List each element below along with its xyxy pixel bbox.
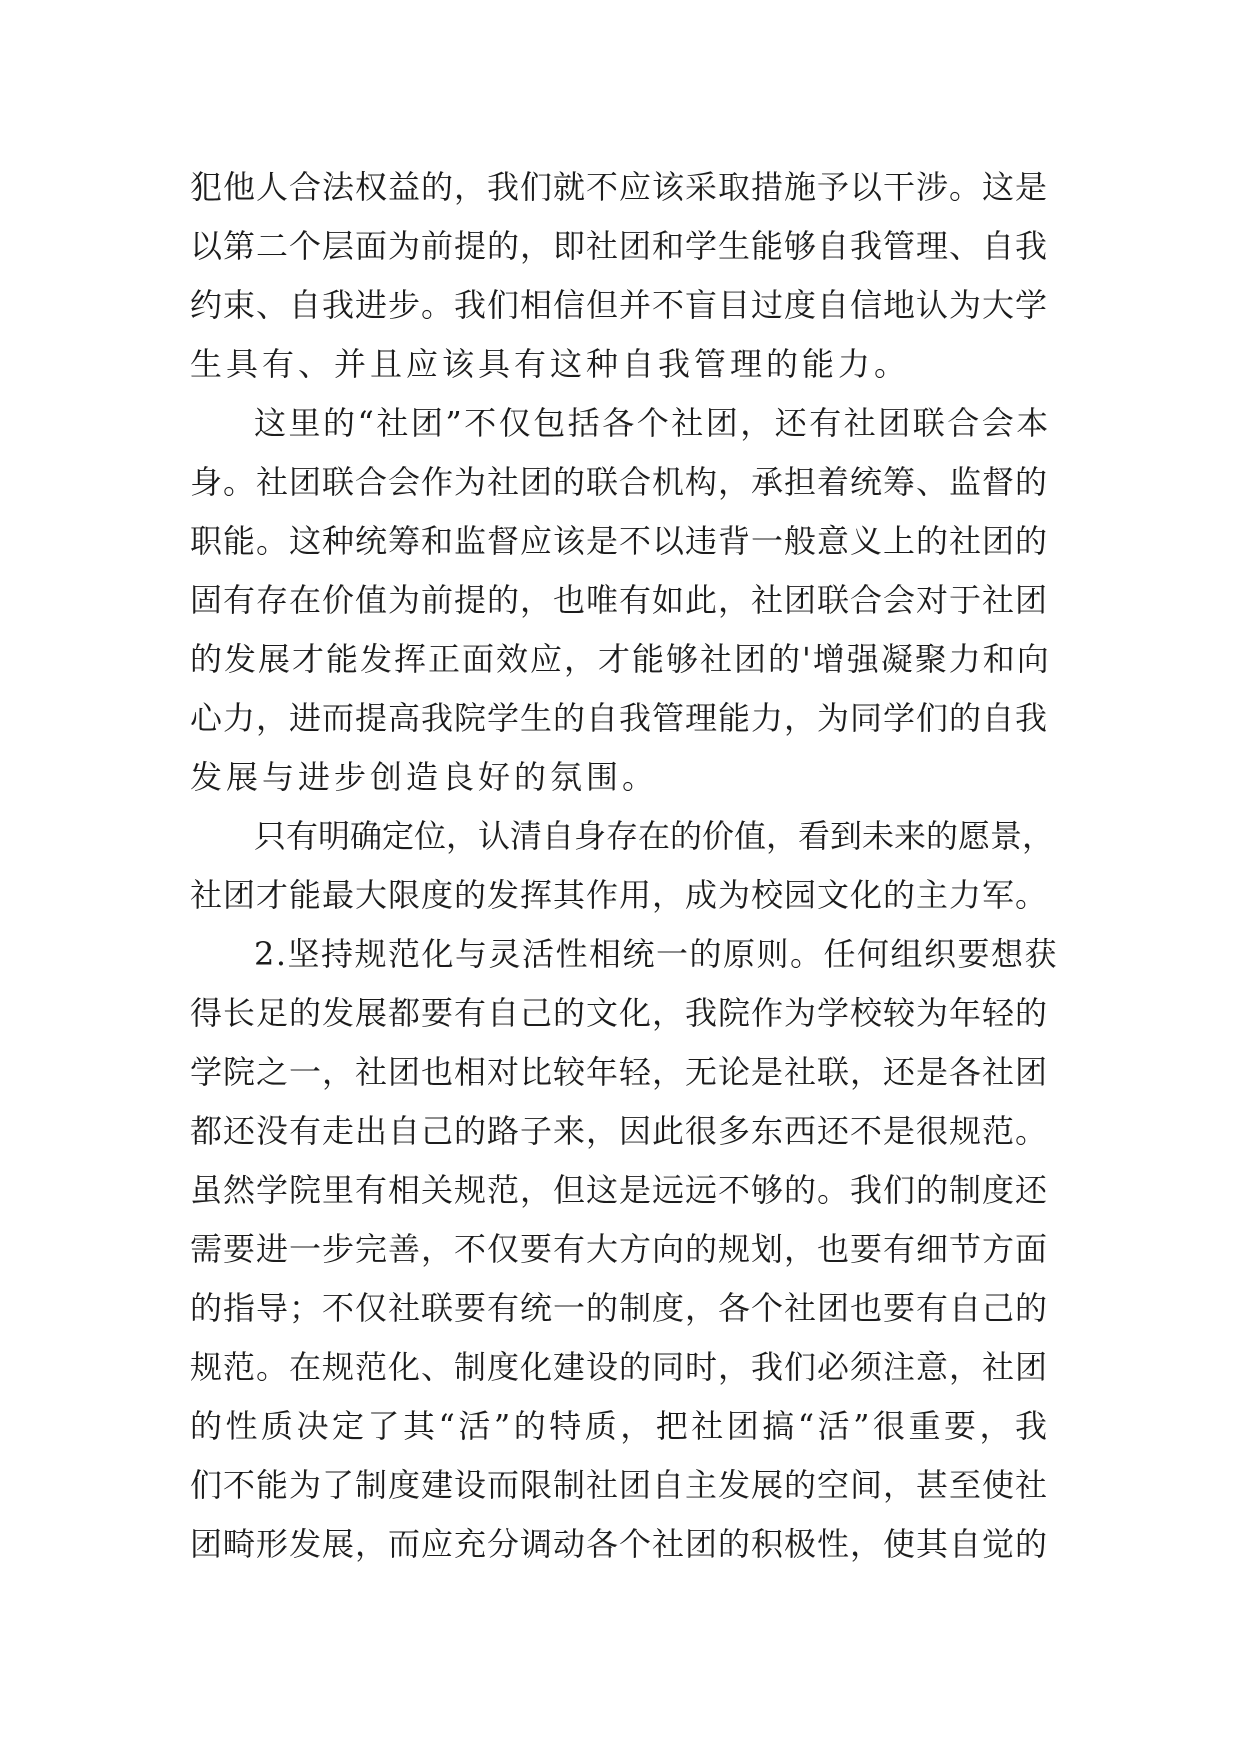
text-line: 2.坚持规范化与灵活性相统一的原则。任何组织要想获 xyxy=(254,935,1059,973)
text-line: 以第二个层面为前提的，即社团和学生能够自我管理、自我 xyxy=(190,227,1049,265)
text-line: 都还没有走出自己的路子来，因此很多东西还不是很规范。 xyxy=(190,1112,1049,1150)
text-line: 固有存在价值为前提的，也唯有如此，社团联合会对于社团 xyxy=(190,581,1049,619)
body-text xyxy=(190,158,1060,1574)
text-line: 社团才能最大限度的发挥其作用，成为校园文化的主力军。 xyxy=(190,876,1049,914)
text-line: 只有明确定位，认清自身存在的价值，看到未来的愿景， xyxy=(254,817,1055,855)
text-line: 犯他人合法权益的，我们就不应该采取措施予以干涉。这是 xyxy=(190,168,1049,206)
text-line: 的发展才能发挥正面效应，才能够社团的'增强凝聚力和向 xyxy=(190,640,1051,678)
text-line: 这里的“社团”不仅包括各个社团，还有社团联合会本 xyxy=(254,404,1051,442)
text-line: 发展与进步创造良好的氛围。 xyxy=(190,758,659,796)
text-line: 心力，进而提高我院学生的自我管理能力，为同学们的自我 xyxy=(190,699,1049,737)
text-line: 学院之一，社团也相对比较年轻，无论是社联，还是各社团 xyxy=(190,1053,1049,1091)
text-line: 职能。这种统筹和监督应该是不以违背一般意义上的社团的 xyxy=(190,522,1049,560)
text-line: 的性质决定了其“活”的特质，把社团搞“活”很重要，我 xyxy=(190,1407,1051,1445)
text-line: 们不能为了制度建设而限制社团自主发展的空间，甚至使社 xyxy=(190,1466,1049,1504)
text-line: 约束、自我进步。我们相信但并不盲目过度自信地认为大学 xyxy=(190,286,1049,324)
text-line: 需要进一步完善，不仅要有大方向的规划，也要有细节方面 xyxy=(190,1230,1049,1268)
text-line: 团畸形发展，而应充分调动各个社团的积极性，使其自觉的 xyxy=(190,1525,1049,1563)
text-line: 虽然学院里有相关规范，但这是远远不够的。我们的制度还 xyxy=(190,1171,1049,1209)
text-line: 的指导；不仅社联要有统一的制度，各个社团也要有自己的 xyxy=(190,1289,1049,1327)
text-line: 规范。在规范化、制度化建设的同时，我们必须注意，社团 xyxy=(190,1348,1049,1386)
text-line: 得长足的发展都要有自己的文化，我院作为学校较为年轻的 xyxy=(190,994,1049,1032)
text-line: 身。社团联合会作为社团的联合机构，承担着统筹、监督的 xyxy=(190,463,1049,501)
text-line: 生具有、并且应该具有这种自我管理的能力。 xyxy=(190,345,911,383)
